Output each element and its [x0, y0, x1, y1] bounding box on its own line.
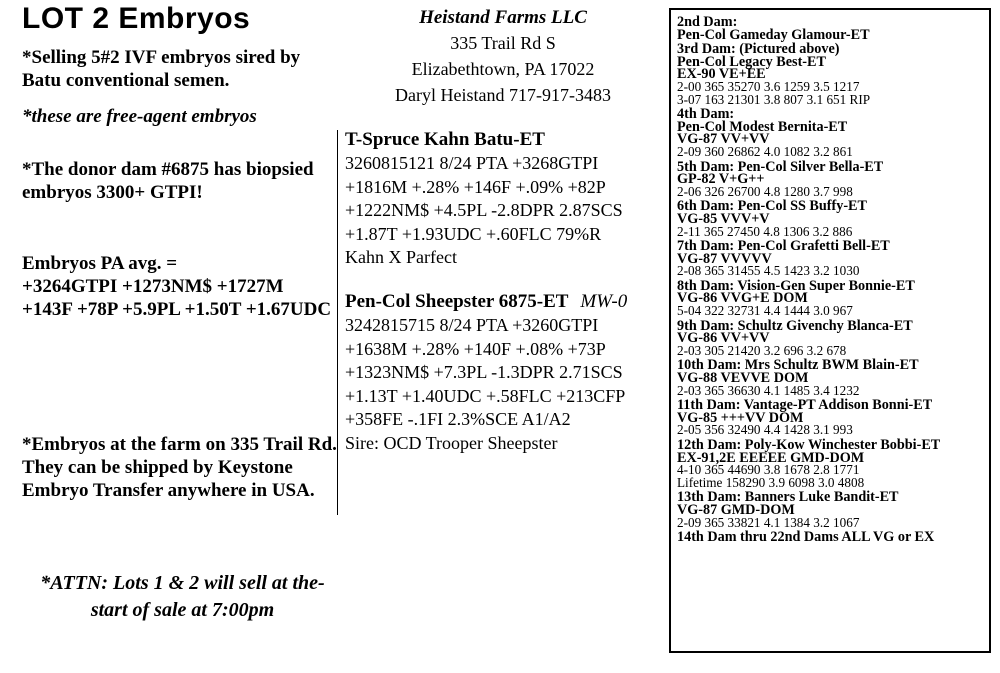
- text-line: *The donor dam #6875 has biopsied: [22, 159, 314, 180]
- sire-block: [345, 128, 623, 270]
- text-line: *Embryos at the farm on 335 Trail Rd.: [22, 434, 337, 455]
- pedigree-dam-heading: VG-86 VV+VV: [677, 330, 770, 347]
- farm-contact: Daryl Heistand 717-917-3483: [395, 85, 611, 105]
- text-line: Embryo Transfer anywhere in USA.: [22, 480, 315, 501]
- pedigree-dam-entry: [677, 16, 989, 41]
- lot-title: LOT 2 Embryos: [22, 2, 251, 35]
- pedigree-dam-record: 2-08 365 31455 4.5 1423 3.2 1030: [677, 263, 860, 279]
- pedigree-dam-record: 2-09 360 26862 4.0 1082 3.2 861: [677, 143, 853, 159]
- donor-text: [22, 158, 314, 204]
- pedigree-dam-heading: 14th Dam thru 22nd Dams ALL VG or EX: [677, 529, 935, 546]
- farm-location-text: [22, 433, 337, 502]
- text-line: Batu conventional semen.: [22, 70, 230, 91]
- pedigree-dam-heading: EX-90 VE+EE: [677, 66, 766, 83]
- pedigree-dam-heading: 8th Dam: Vision-Gen Super Bonnie-ET: [677, 277, 915, 294]
- pedigree-dam-entry: [677, 240, 989, 278]
- pedigree-dam-record: 2-03 305 21420 3.2 696 3.2 678: [677, 342, 847, 358]
- pedigree-dam-entry: [677, 531, 989, 544]
- pedigree-dam-entry: [677, 108, 989, 158]
- farm-street: 335 Trail Rd S: [450, 33, 556, 53]
- sire-name: T-Spruce Kahn Batu-ET: [345, 129, 545, 150]
- pedigree-dam-record: Lifetime 158290 3.9 6098 3.0 4808: [677, 474, 865, 490]
- text-line: +3264GTPI +1273NM$ +1727M: [22, 276, 284, 297]
- text-line: +143F +78P +5.9PL +1.50T +1.67UDC: [22, 299, 332, 320]
- sire-line: +1.87T +1.93UDC +.60FLC 79%R: [345, 223, 602, 244]
- pa-average-text: [22, 252, 331, 321]
- pedigree-dam-heading: VG-88 VEVVE DOM: [677, 370, 809, 387]
- sire-line: +1816M +.28% +146F +.09% +82P: [345, 176, 606, 197]
- text-line: They can be shipped by Keystone: [22, 457, 293, 478]
- pedigree-box: [669, 8, 991, 653]
- pedigree-dam-heading: EX-91,2E EEEEE GMD-DOM: [677, 449, 865, 466]
- pedigree-dam-entry: [677, 277, 989, 319]
- pedigree-dam-record: 2-00 365 35270 3.6 1259 3.5 1217: [677, 78, 860, 94]
- pedigree-dam-record: 2-05 356 32490 4.4 1428 3.1 993: [677, 422, 853, 438]
- pedigree-dam-record: 2-11 365 27450 4.8 1306 3.2 886: [677, 223, 853, 239]
- pedigree-dam-entry: [677, 399, 989, 437]
- dam-classification: MW-0: [580, 291, 628, 312]
- pedigree-dam-heading: Pen-Col Modest Bernita-ET: [677, 118, 848, 135]
- attn-note: [35, 570, 330, 624]
- pedigree-dam-record: 2-03 365 36630 4.1 1485 3.4 1232: [677, 382, 860, 398]
- dam-line: +1638M +.28% +140F +.08% +73P: [345, 338, 606, 359]
- dam-line: +1323NM$ +7.3PL -1.3DPR 2.71SCS: [345, 362, 623, 382]
- pedigree-dam-entry: [677, 200, 989, 238]
- pedigree-dam-heading: 2nd Dam:: [677, 14, 738, 30]
- pedigree-dam-entry: [677, 439, 989, 489]
- pedigree-dam-heading: Pen-Col Gameday Glamour-ET: [677, 26, 870, 43]
- pedigree-dam-heading: 9th Dam: Schultz Givenchy Blanca-ET: [677, 317, 913, 334]
- sire-line: +1222NM$ +4.5PL -2.8DPR 2.87SCS: [345, 200, 623, 220]
- pedigree-dam-record: 4-10 365 44690 3.8 1678 2.8 1771: [677, 462, 860, 478]
- dam-line: +1.13T +1.40UDC +.58FLC +213CFP: [345, 385, 626, 406]
- dam-block: [345, 290, 627, 455]
- pedigree-dam-record: 3-07 163 21301 3.8 807 3.1 651 RIP: [677, 91, 871, 107]
- pedigree-dam-entry: [677, 158, 989, 199]
- pedigree-dam-heading: VG-85 +++VV DOM: [677, 409, 804, 426]
- pedigree-dam-record: 2-09 365 33821 4.1 1384 3.2 1067: [677, 514, 860, 530]
- pedigree-dam-heading: VG-85 VVV+V: [677, 210, 770, 227]
- pedigree-dam-heading: 10th Dam: Mrs Schultz BWM Blain-ET: [677, 357, 919, 374]
- text-line: start of sale at 7:00pm: [90, 599, 275, 621]
- selling-text: [22, 46, 300, 92]
- farm-city: Elizabethtown, PA 17022: [411, 59, 595, 79]
- text-line: *Selling 5#2 IVF embryos sired by: [22, 47, 301, 68]
- pedigree-dam-heading: 3rd Dam: (Pictured above): [677, 41, 840, 58]
- pedigree-dam-heading: VG-87 VV+VV: [677, 131, 770, 148]
- text-line: Embryos PA avg. =: [22, 253, 178, 274]
- pedigree-dam-heading: 6th Dam: Pen-Col SS Buffy-ET: [677, 198, 867, 215]
- pedigree-dam-record: 2-06 326 26700 4.8 1280 3.7 998: [677, 183, 853, 199]
- sire-line: 3260815121 8/24 PTA +3268GTPI: [345, 153, 599, 173]
- sire-line: Kahn X Parfect: [345, 247, 457, 267]
- farm-header: [368, 6, 638, 108]
- farm-name: Heistand Farms LLC: [419, 7, 587, 28]
- free-agent-note: *these are free-agent embryos: [22, 106, 257, 127]
- pedigree-dam-entry: [677, 359, 989, 397]
- text-line: *ATTN: Lots 1 & 2 will sell at the-: [40, 572, 325, 594]
- dam-title: [345, 290, 627, 314]
- pedigree-dam-heading: VG-87 VVVVV: [677, 250, 772, 267]
- dam-line: 3242815715 8/24 PTA +3260GTPI: [345, 315, 599, 335]
- pedigree-dam-heading: Pen-Col Legacy Best-ET: [677, 53, 826, 70]
- pedigree-dam-heading: 7th Dam: Pen-Col Grafetti Bell-ET: [677, 238, 890, 255]
- dam-name: Pen-Col Sheepster 6875-ET: [345, 291, 569, 312]
- pedigree-dam-heading: 13th Dam: Banners Luke Bandit-ET: [677, 489, 899, 506]
- dam-line: +358FE -.1FI 2.3%SCE A1/A2: [345, 409, 571, 429]
- pedigree-dam-entry: [677, 317, 989, 358]
- pedigree-dam-heading: VG-87 GMD-DOM: [677, 501, 795, 518]
- text-line: embryos 3300+ GTPI!: [22, 182, 203, 203]
- pedigree-dam-heading: 11th Dam: Vantage-PT Addison Bonni-ET: [677, 397, 933, 414]
- pedigree-dam-heading: VG-86 VVG+E DOM: [677, 290, 808, 307]
- pedigree-dam-heading: GP-82 V+G++: [677, 171, 765, 188]
- pedigree-dam-heading: 5th Dam: Pen-Col Silver Bella-ET: [677, 158, 884, 175]
- column-divider: [337, 130, 338, 515]
- pedigree-dam-entry: [677, 491, 989, 529]
- pedigree-dam-heading: 12th Dam: Poly-Kow Winchester Bobbi-ET: [677, 437, 941, 453]
- pedigree-dam-record: 5-04 322 32731 4.4 1444 3.0 967: [677, 303, 853, 319]
- pedigree-dam-heading: 4th Dam:: [677, 106, 735, 123]
- pedigree-dam-entry: [677, 43, 989, 106]
- dam-line: Sire: OCD Trooper Sheepster: [345, 432, 558, 453]
